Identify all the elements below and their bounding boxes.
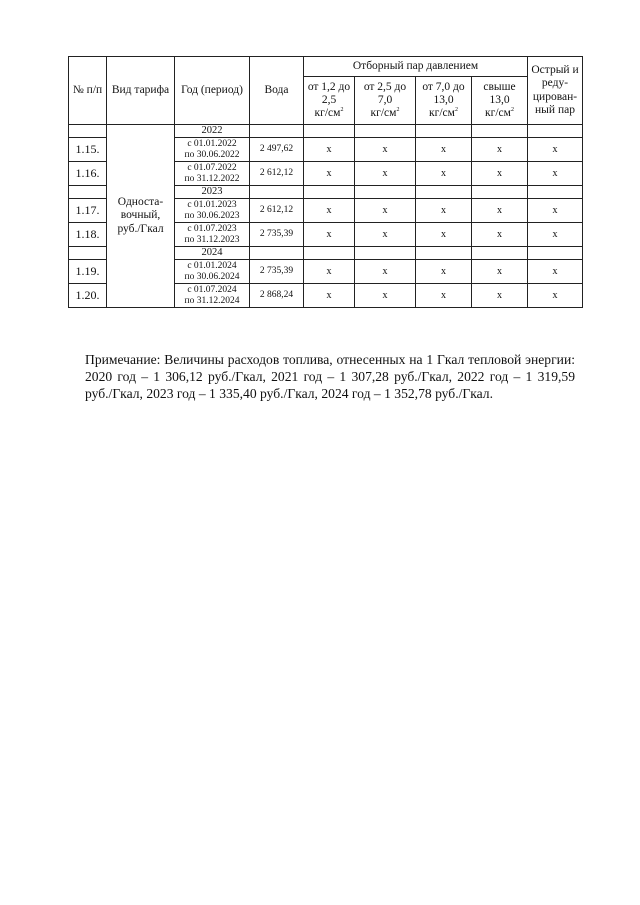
empty-cell — [472, 247, 528, 260]
period-to: по 31.12.2024 — [184, 295, 240, 306]
period-from: с 01.01.2023 — [187, 199, 237, 210]
mark-cell: x — [472, 260, 528, 284]
period-from: с 01.07.2022 — [187, 162, 237, 173]
row-num: 1.18. — [69, 223, 107, 247]
footnote: Примечание: Величины расходов топлива, отнесенных на 1 Гкал тепловой энергии: 2020 год – 1 306,12 руб./Гкал, 2021 год – 1 307,28 руб./Гкал, 2022 год – 1 319,59 руб./Гкал, 2023 год – 1 335,40 руб./Гкал, 2024 год – 1 352,78 руб./Гкал. — [85, 351, 575, 401]
period-to: по 31.12.2022 — [184, 173, 240, 184]
mark-cell: x — [416, 260, 472, 284]
period-to: по 30.06.2024 — [184, 271, 240, 282]
pressure-1-unit: кг/см — [314, 107, 341, 120]
mark-cell: x — [304, 284, 355, 308]
header-pressure-2 — [355, 77, 416, 125]
water-value: 2 735,39 — [250, 260, 304, 284]
row-num-cell — [69, 247, 107, 260]
period-cell — [175, 260, 250, 284]
period-cell — [175, 199, 250, 223]
mark-cell: x — [472, 138, 528, 162]
water-value: 2 612,12 — [250, 162, 304, 186]
empty-cell — [528, 125, 583, 138]
water-value: 2 868,24 — [250, 284, 304, 308]
pressure-2-range: от 2,5 до 7,0 — [363, 80, 407, 106]
mark-cell: x — [416, 138, 472, 162]
empty-cell — [416, 125, 472, 138]
mark-cell: x — [355, 199, 416, 223]
year-cell: 2023 — [175, 186, 250, 199]
pressure-3-unit: кг/см — [429, 107, 455, 120]
mark-cell: x — [472, 284, 528, 308]
mark-cell: x — [355, 162, 416, 186]
period-from: с 01.01.2022 — [187, 138, 237, 149]
mark-cell: x — [472, 223, 528, 247]
pressure-2-unit: кг/см — [370, 107, 397, 120]
mark-cell: x — [528, 260, 583, 284]
header-tariff-type: Вид тарифа — [107, 57, 175, 125]
tariff-table — [68, 56, 583, 308]
row-num-cell — [69, 125, 107, 138]
row-num: 1.15. — [69, 138, 107, 162]
pressure-1-range: от 1,2 до 2,5 — [307, 80, 351, 106]
header-water: Вода — [250, 57, 304, 125]
pressure-4-unit-exp: 2 — [510, 107, 514, 114]
year-cell: 2024 — [175, 247, 250, 260]
header-pressure-4 — [472, 77, 528, 125]
mark-cell: x — [304, 162, 355, 186]
empty-cell — [355, 247, 416, 260]
water-value: 2 612,12 — [250, 199, 304, 223]
empty-cell — [250, 247, 304, 260]
empty-cell — [304, 186, 355, 199]
mark-cell: x — [304, 138, 355, 162]
empty-cell — [304, 247, 355, 260]
mark-cell: x — [416, 284, 472, 308]
mark-cell: x — [355, 260, 416, 284]
pressure-2-unit-exp: 2 — [396, 107, 400, 114]
mark-cell: x — [528, 284, 583, 308]
header-period: Год (период) — [175, 57, 250, 125]
period-cell — [175, 223, 250, 247]
water-value: 2 735,39 — [250, 223, 304, 247]
empty-cell — [472, 125, 528, 138]
mark-cell: x — [416, 199, 472, 223]
mark-cell: x — [528, 162, 583, 186]
row-num-cell — [69, 186, 107, 199]
empty-cell — [416, 247, 472, 260]
mark-cell: x — [528, 223, 583, 247]
mark-cell: x — [528, 138, 583, 162]
period-from: с 01.01.2024 — [187, 260, 237, 271]
header-pressure-3 — [416, 77, 472, 125]
mark-cell: x — [355, 284, 416, 308]
pressure-3-unit-exp: 2 — [454, 107, 458, 114]
row-num: 1.17. — [69, 199, 107, 223]
pressure-1-unit-exp: 2 — [340, 107, 344, 114]
pressure-4-range: свыше 13,0 — [483, 80, 516, 106]
empty-cell — [250, 186, 304, 199]
mark-cell: x — [472, 199, 528, 223]
row-num: 1.20. — [69, 284, 107, 308]
empty-cell — [355, 186, 416, 199]
water-value: 2 497,62 — [250, 138, 304, 162]
empty-cell — [472, 186, 528, 199]
empty-cell — [528, 186, 583, 199]
header-sharp-steam: Острый и реду-цирован-ный пар — [528, 57, 583, 125]
empty-cell — [355, 125, 416, 138]
period-to: по 30.06.2023 — [184, 210, 240, 221]
header-pressure-1 — [304, 77, 355, 125]
year-cell: 2022 — [175, 125, 250, 138]
header-num: № п/п — [69, 57, 107, 125]
mark-cell: x — [304, 199, 355, 223]
mark-cell: x — [416, 223, 472, 247]
row-num: 1.16. — [69, 162, 107, 186]
period-to: по 31.12.2023 — [184, 234, 240, 245]
period-cell — [175, 162, 250, 186]
mark-cell: x — [355, 223, 416, 247]
pressure-4-unit: кг/см — [485, 107, 511, 120]
period-to: по 30.06.2022 — [184, 149, 240, 160]
period-cell — [175, 284, 250, 308]
header-steam-group: Отборный пар давлением — [304, 57, 528, 77]
mark-cell: x — [472, 162, 528, 186]
period-from: с 01.07.2024 — [187, 284, 237, 295]
period-from: с 01.07.2023 — [187, 223, 237, 234]
period-cell — [175, 138, 250, 162]
mark-cell: x — [304, 223, 355, 247]
empty-cell — [304, 125, 355, 138]
empty-cell — [250, 125, 304, 138]
mark-cell: x — [416, 162, 472, 186]
pressure-3-range: от 7,0 до 13,0 — [422, 80, 465, 106]
empty-cell — [416, 186, 472, 199]
row-num: 1.19. — [69, 260, 107, 284]
empty-cell — [528, 247, 583, 260]
tariff-type-cell: Односта-вочный, руб./Гкал — [107, 125, 175, 308]
mark-cell: x — [528, 199, 583, 223]
mark-cell: x — [355, 138, 416, 162]
mark-cell: x — [304, 260, 355, 284]
